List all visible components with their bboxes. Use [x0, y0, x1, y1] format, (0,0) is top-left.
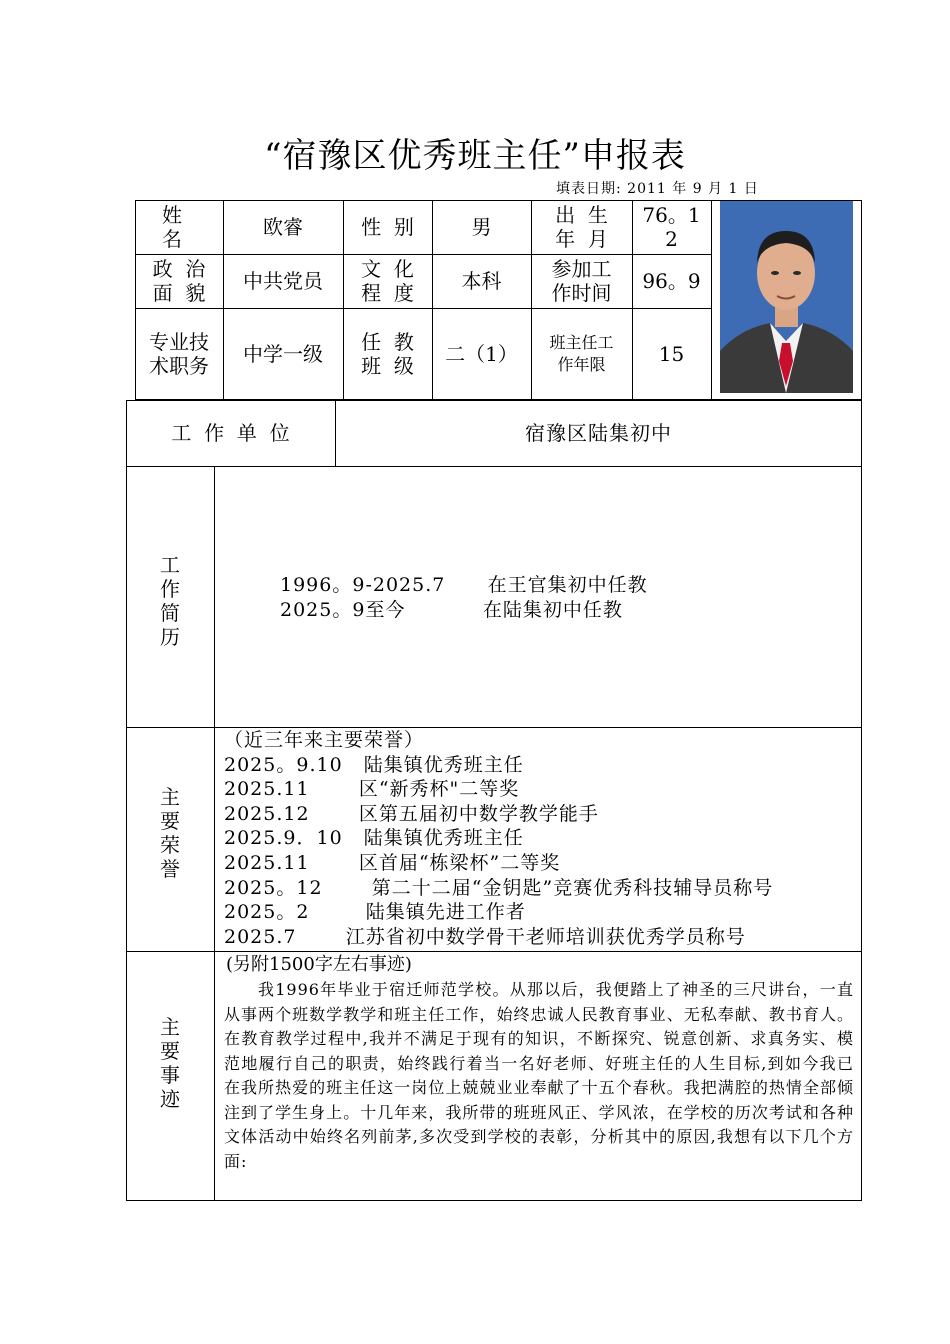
page-title: “宿豫区优秀班主任”申报表: [264, 136, 686, 176]
honors-list: [224, 728, 773, 949]
resume-entry: 1996。9-2025.7 在王官集初中任教: [280, 574, 648, 596]
education-value: 本科: [461, 269, 502, 293]
class-label-line1: 任 教: [361, 330, 414, 354]
education-label-line2: 程 度: [361, 281, 414, 305]
education-label-line1: 文 化: [361, 257, 414, 281]
honors-entry: 2025。2 陆集镇先进工作者: [224, 901, 526, 924]
honors-entry: 2025。9.10 陆集镇优秀班主任: [224, 753, 524, 776]
years-value: 15: [658, 342, 685, 366]
gender-value: 男: [471, 215, 492, 239]
education-label: [343, 254, 432, 308]
birth-value-line2: 2: [665, 227, 678, 251]
honors-entry: 2025.12 区第五届初中数学教学能手: [224, 802, 599, 825]
honors-label: 主要荣誉: [160, 785, 180, 881]
birth-label-line1: 出 生: [555, 203, 608, 227]
work-start-label-line1: 参加工: [551, 257, 612, 281]
politics-value: 中共党员: [243, 269, 323, 293]
honors-entry: 2025.11 区“新秀杯"二等奖: [224, 778, 520, 801]
work-start-label-line2: 作时间: [551, 281, 612, 305]
fill-date: 填表日期: 2011 年 9 月 1 日: [556, 181, 759, 197]
politics-label-line1: 政 治: [152, 257, 206, 281]
work-unit-label: 工 作 单 位: [171, 421, 290, 445]
portrait-photo: [720, 201, 853, 393]
deeds-note: (另附1500字左右事迹): [226, 954, 412, 975]
name-label: 姓 名: [162, 203, 196, 251]
prof-title-label-line1: 专业技: [149, 330, 209, 354]
honors-entry: 2025.9．10 陆集镇优秀班主任: [224, 827, 524, 850]
birth-label-line2: 年 月: [555, 227, 608, 251]
resume-entry: 2025。9至今 在陆集初中任教: [280, 599, 623, 621]
resume-list: [280, 573, 648, 623]
deeds-text: 我1996年毕业于宿迁师范学校。从那以后，我便踏上了神圣的三尺讲台，一直从事两个班数学教学和班主任工作，始终忠诚人民教育事业、无私奉献、教书育人。在教育教学过程中,我并不满足于现有的知识，不断探究、锐意创新、求真务实、模范地履行自己的职责，始终践行着当一名好老师、好班主任的人生目标,到如今我已在我所热爱的班主任这一岗位上兢兢业业奉献了十五个春秋。我把满腔的热情全部倾注到了学生身上。十几年来，我所带的班班风正、学风浓，在学校的历次考试和各种文体活动中始终名列前茅,多次受到学校的表彰，分析其中的原因,我想有以下几个方面:: [224, 980, 854, 1171]
prof-title-label-line2: 术职务: [149, 354, 209, 378]
politics-label-line2: 面 貌: [152, 281, 206, 305]
gender-label: 性 别: [361, 215, 414, 239]
resume-label: 工作简历: [160, 553, 180, 649]
birth-value-line1: 76。1: [642, 203, 701, 227]
years-label-line2: 作年限: [557, 355, 606, 374]
deeds-label: 主要事迹: [160, 1015, 180, 1111]
honors-entry: 2025.11 区首届“栋梁杯”二等奖: [224, 851, 561, 874]
name-value: 欧睿: [263, 215, 303, 239]
birth-label: [531, 200, 632, 254]
politics-label: [135, 254, 223, 308]
honors-entry: 2025。12 第二十二届“金钥匙”竞赛优秀科技辅导员称号: [224, 876, 774, 899]
prof-title-value: 中学一级: [243, 342, 323, 366]
honors-heading: （近三年来主要荣誉）: [224, 729, 425, 751]
prof-title-label: [135, 308, 223, 400]
work-start-label: [531, 254, 632, 308]
years-label: [531, 308, 632, 400]
class-label: [343, 308, 432, 400]
years-label-line1: 班主任工: [549, 333, 614, 352]
work-unit-value: 宿豫区陆集初中: [525, 421, 672, 445]
work-start-value: 96。9: [642, 269, 701, 293]
birth-value: [632, 200, 711, 254]
class-value: 二（1）: [445, 342, 518, 366]
portrait-photo-image: [720, 201, 853, 393]
honors-entry: 2025.7 江苏省初中数学骨干老师培训获优秀学员称号: [224, 925, 746, 948]
class-label-line2: 班 级: [361, 354, 414, 378]
